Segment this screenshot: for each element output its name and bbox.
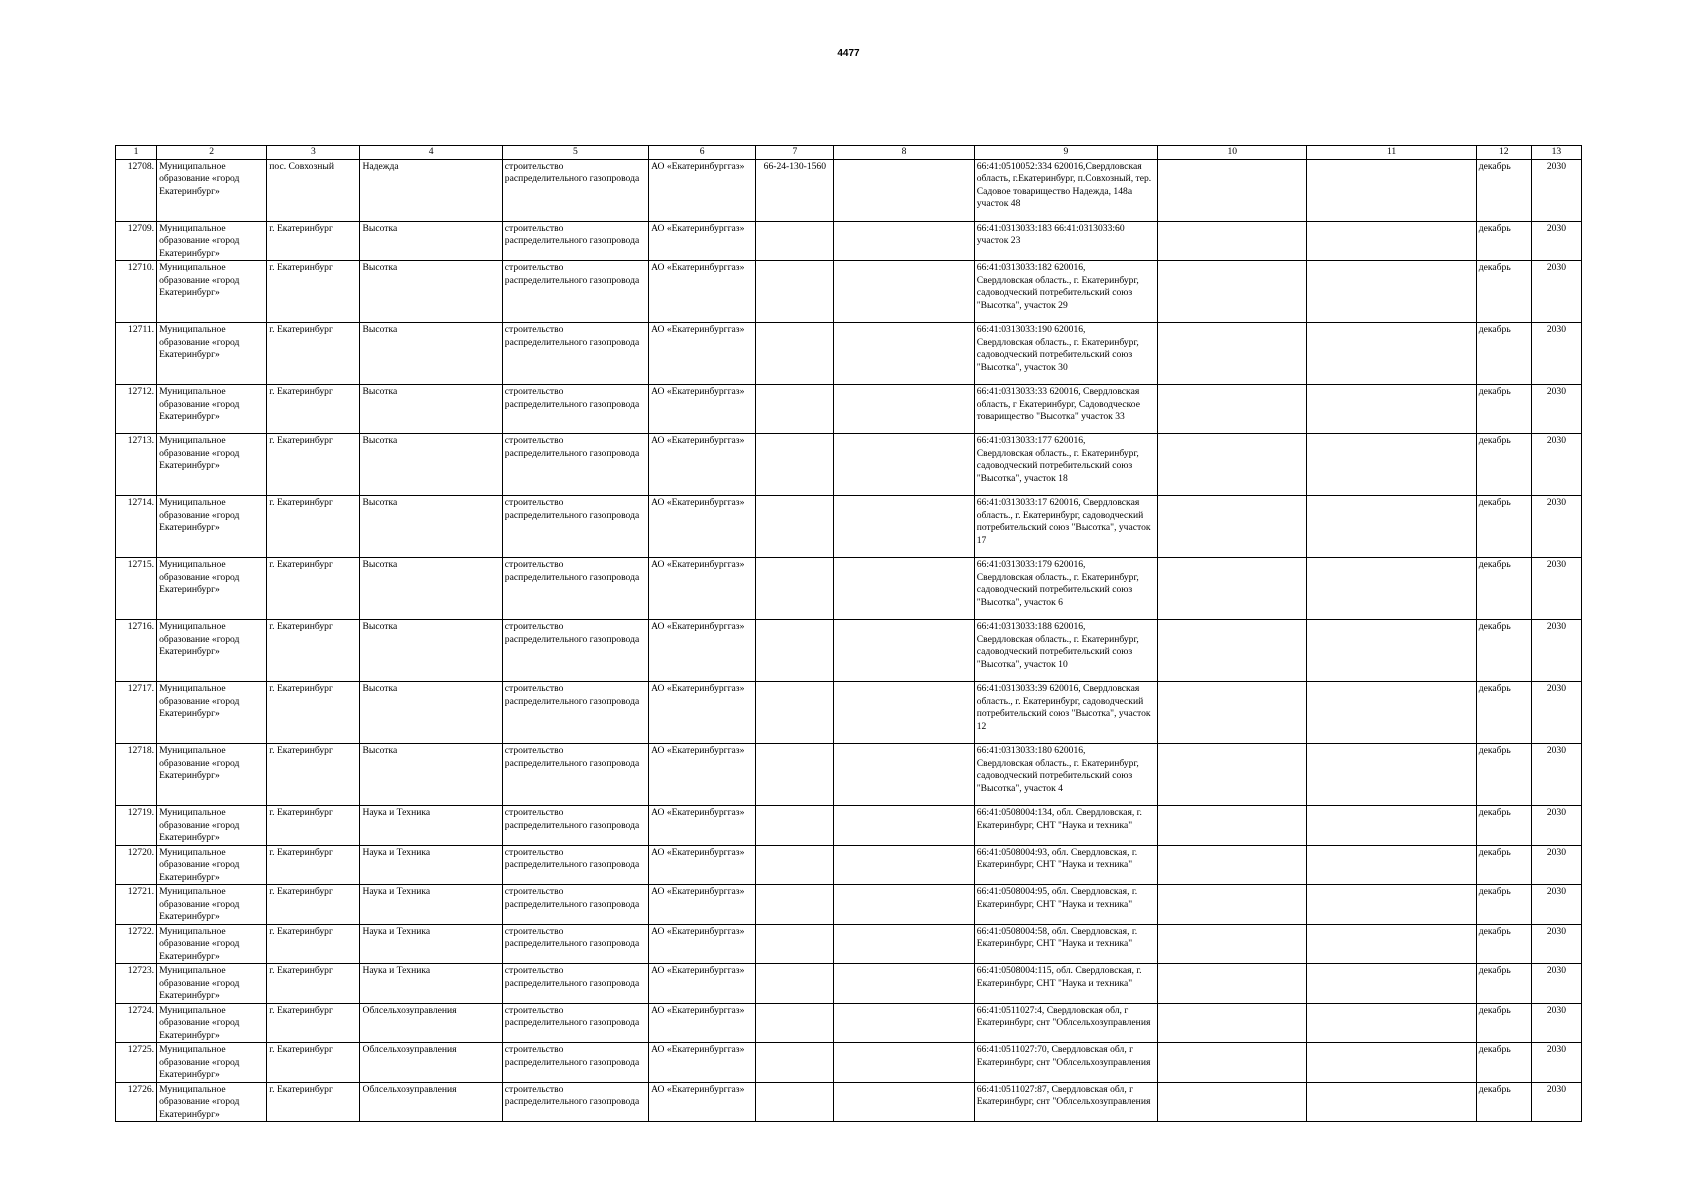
cell-num: 12713.	[116, 434, 157, 496]
cell-place: г. Екатеринбург	[267, 1082, 360, 1122]
column-number-row	[116, 146, 1582, 160]
cell-c8	[834, 620, 974, 682]
cell-object: Наука и Техника	[360, 845, 502, 885]
cell-c10	[1158, 885, 1307, 925]
cell-object: Наука и Техника	[360, 924, 502, 964]
cell-org: АО «Екатеринбурггаз»	[649, 744, 756, 806]
cell-org: АО «Екатеринбурггаз»	[649, 385, 756, 434]
cell-addr: 66:41:0313033:39 620016, Свердловская область., г. Екатеринбург, садоводческий потребительский союз "Высотка", участок 12	[974, 682, 1157, 744]
cell-c10	[1158, 964, 1307, 1004]
cell-work: строительство распределительного газопровода	[502, 806, 648, 846]
cell-year: 2030	[1531, 744, 1581, 806]
cell-org: АО «Екатеринбурггаз»	[649, 924, 756, 964]
register-table	[115, 145, 1582, 1122]
cell-object: Наука и Техника	[360, 964, 502, 1004]
cell-c10	[1158, 620, 1307, 682]
cell-month: декабрь	[1476, 964, 1531, 1004]
column-header: 7	[756, 146, 834, 160]
cell-place: г. Екатеринбург	[267, 558, 360, 620]
cell-mo: Муниципальное образование «город Екатеринбург»	[157, 385, 267, 434]
cell-org: АО «Екатеринбурггаз»	[649, 261, 756, 323]
cell-num: 12716.	[116, 620, 157, 682]
cell-addr: 66:41:0511027:70, Свердловская обл, г Екатеринбург, снт "Облсельхозуправления	[974, 1043, 1157, 1083]
cell-code	[756, 682, 834, 744]
cell-org: АО «Екатеринбурггаз»	[649, 159, 756, 221]
cell-mo: Муниципальное образование «город Екатеринбург»	[157, 682, 267, 744]
cell-c11	[1307, 159, 1476, 221]
cell-c10	[1158, 682, 1307, 744]
cell-object: Высотка	[360, 385, 502, 434]
cell-c10	[1158, 434, 1307, 496]
cell-mo: Муниципальное образование «город Екатеринбург»	[157, 221, 267, 261]
cell-code	[756, 434, 834, 496]
cell-org: АО «Екатеринбурггаз»	[649, 558, 756, 620]
cell-work: строительство распределительного газопровода	[502, 964, 648, 1004]
cell-addr: 66:41:0511027:4, Свердловская обл, г Екатеринбург, снт "Облсельхозуправления	[974, 1003, 1157, 1043]
cell-code	[756, 385, 834, 434]
cell-code	[756, 885, 834, 925]
cell-addr: 66:41:0313033:188 620016, Свердловская область., г. Екатеринбург, садоводческий потребительский союз "Высотка", участок 10	[974, 620, 1157, 682]
cell-year: 2030	[1531, 434, 1581, 496]
cell-month: декабрь	[1476, 434, 1531, 496]
cell-work: строительство распределительного газопровода	[502, 1043, 648, 1083]
cell-num: 12708.	[116, 159, 157, 221]
cell-year: 2030	[1531, 261, 1581, 323]
column-header: 13	[1531, 146, 1581, 160]
cell-num: 12711.	[116, 323, 157, 385]
cell-c8	[834, 845, 974, 885]
table-row	[116, 1003, 1582, 1043]
cell-org: АО «Екатеринбурггаз»	[649, 323, 756, 385]
cell-month: декабрь	[1476, 682, 1531, 744]
cell-c10	[1158, 744, 1307, 806]
cell-mo: Муниципальное образование «город Екатеринбург»	[157, 434, 267, 496]
cell-c8	[834, 261, 974, 323]
cell-org: АО «Екатеринбурггаз»	[649, 806, 756, 846]
cell-c8	[834, 1082, 974, 1122]
cell-mo: Муниципальное образование «город Екатеринбург»	[157, 1082, 267, 1122]
cell-addr: 66:41:0313033:177 620016, Свердловская область., г. Екатеринбург, садоводческий потребительский союз "Высотка", участок 18	[974, 434, 1157, 496]
cell-year: 2030	[1531, 1043, 1581, 1083]
cell-place: г. Екатеринбург	[267, 1003, 360, 1043]
cell-c11	[1307, 885, 1476, 925]
cell-code: 66-24-130-1560	[756, 159, 834, 221]
cell-c11	[1307, 924, 1476, 964]
table-row	[116, 496, 1582, 558]
cell-work: строительство распределительного газопровода	[502, 261, 648, 323]
cell-c11	[1307, 845, 1476, 885]
cell-month: декабрь	[1476, 744, 1531, 806]
cell-num: 12720.	[116, 845, 157, 885]
cell-code	[756, 496, 834, 558]
column-header: 2	[157, 146, 267, 160]
cell-c10	[1158, 323, 1307, 385]
cell-c8	[834, 159, 974, 221]
cell-code	[756, 261, 834, 323]
cell-num: 12709.	[116, 221, 157, 261]
table-row	[116, 434, 1582, 496]
cell-c8	[834, 434, 974, 496]
table-row	[116, 845, 1582, 885]
cell-addr: 66:41:0508004:134, обл. Свердловская, г. Екатеринбург, СНТ "Наука и техника"	[974, 806, 1157, 846]
cell-c8	[834, 1003, 974, 1043]
cell-year: 2030	[1531, 1082, 1581, 1122]
table-row	[116, 964, 1582, 1004]
cell-place: г. Екатеринбург	[267, 682, 360, 744]
column-header: 1	[116, 146, 157, 160]
cell-org: АО «Екатеринбурггаз»	[649, 1082, 756, 1122]
table-row	[116, 1043, 1582, 1083]
cell-place: г. Екатеринбург	[267, 924, 360, 964]
cell-c11	[1307, 682, 1476, 744]
cell-c10	[1158, 1043, 1307, 1083]
cell-work: строительство распределительного газопровода	[502, 924, 648, 964]
cell-month: декабрь	[1476, 620, 1531, 682]
cell-code	[756, 1043, 834, 1083]
cell-c10	[1158, 1003, 1307, 1043]
cell-addr: 66:41:0313033:182 620016, Свердловская область., г. Екатеринбург, садоводческий потребительский союз "Высотка", участок 29	[974, 261, 1157, 323]
table-row	[116, 1082, 1582, 1122]
cell-work: строительство распределительного газопровода	[502, 744, 648, 806]
table-row	[116, 221, 1582, 261]
cell-c11	[1307, 261, 1476, 323]
cell-code	[756, 221, 834, 261]
cell-work: строительство распределительного газопровода	[502, 682, 648, 744]
cell-code	[756, 323, 834, 385]
cell-mo: Муниципальное образование «город Екатеринбург»	[157, 885, 267, 925]
cell-c11	[1307, 1003, 1476, 1043]
cell-c8	[834, 496, 974, 558]
cell-place: пос. Совхозный	[267, 159, 360, 221]
cell-c11	[1307, 558, 1476, 620]
cell-year: 2030	[1531, 496, 1581, 558]
cell-c8	[834, 682, 974, 744]
cell-c11	[1307, 1082, 1476, 1122]
cell-year: 2030	[1531, 806, 1581, 846]
cell-mo: Муниципальное образование «город Екатеринбург»	[157, 845, 267, 885]
cell-code	[756, 620, 834, 682]
column-header: 6	[649, 146, 756, 160]
cell-month: декабрь	[1476, 845, 1531, 885]
cell-num: 12724.	[116, 1003, 157, 1043]
cell-mo: Муниципальное образование «город Екатеринбург»	[157, 620, 267, 682]
cell-object: Высотка	[360, 221, 502, 261]
cell-c10	[1158, 385, 1307, 434]
cell-month: декабрь	[1476, 1043, 1531, 1083]
cell-object: Высотка	[360, 434, 502, 496]
cell-c10	[1158, 1082, 1307, 1122]
cell-num: 12726.	[116, 1082, 157, 1122]
column-header: 9	[974, 146, 1157, 160]
cell-object: Надежда	[360, 159, 502, 221]
cell-c11	[1307, 964, 1476, 1004]
cell-work: строительство распределительного газопровода	[502, 558, 648, 620]
cell-c8	[834, 221, 974, 261]
cell-num: 12714.	[116, 496, 157, 558]
cell-object: Высотка	[360, 682, 502, 744]
cell-mo: Муниципальное образование «город Екатеринбург»	[157, 261, 267, 323]
table-row	[116, 744, 1582, 806]
cell-work: строительство распределительного газопровода	[502, 159, 648, 221]
cell-addr: 66:41:0313033:183 66:41:0313033:60 участок 23	[974, 221, 1157, 261]
cell-addr: 66:41:0508004:58, обл. Свердловская, г. Екатеринбург, СНТ "Наука и техника"	[974, 924, 1157, 964]
cell-code	[756, 845, 834, 885]
column-header: 4	[360, 146, 502, 160]
cell-mo: Муниципальное образование «город Екатеринбург»	[157, 964, 267, 1004]
cell-place: г. Екатеринбург	[267, 744, 360, 806]
cell-mo: Муниципальное образование «город Екатеринбург»	[157, 744, 267, 806]
cell-month: декабрь	[1476, 323, 1531, 385]
cell-c8	[834, 558, 974, 620]
cell-code	[756, 1003, 834, 1043]
cell-c8	[834, 744, 974, 806]
cell-org: АО «Екатеринбурггаз»	[649, 221, 756, 261]
cell-c10	[1158, 221, 1307, 261]
cell-c11	[1307, 434, 1476, 496]
cell-addr: 66:41:0313033:180 620016, Свердловская область., г. Екатеринбург, садоводческий потребительский союз "Высотка", участок 4	[974, 744, 1157, 806]
cell-org: АО «Екатеринбурггаз»	[649, 845, 756, 885]
cell-place: г. Екатеринбург	[267, 964, 360, 1004]
cell-place: г. Екатеринбург	[267, 323, 360, 385]
cell-place: г. Екатеринбург	[267, 496, 360, 558]
cell-object: Облсельхозуправления	[360, 1043, 502, 1083]
cell-object: Наука и Техника	[360, 885, 502, 925]
cell-c8	[834, 323, 974, 385]
table-row	[116, 261, 1582, 323]
cell-c10	[1158, 558, 1307, 620]
table-row	[116, 682, 1582, 744]
cell-year: 2030	[1531, 924, 1581, 964]
page-number: 4477	[837, 48, 860, 59]
cell-c8	[834, 924, 974, 964]
cell-addr: 66:41:0508004:115, обл. Свердловская, г. Екатеринбург, СНТ "Наука и техника"	[974, 964, 1157, 1004]
cell-work: строительство распределительного газопровода	[502, 620, 648, 682]
cell-c11	[1307, 496, 1476, 558]
cell-c10	[1158, 159, 1307, 221]
cell-c11	[1307, 806, 1476, 846]
cell-month: декабрь	[1476, 221, 1531, 261]
cell-month: декабрь	[1476, 1082, 1531, 1122]
cell-c8	[834, 806, 974, 846]
cell-code	[756, 964, 834, 1004]
cell-c8	[834, 964, 974, 1004]
table-row	[116, 558, 1582, 620]
cell-c8	[834, 385, 974, 434]
cell-object: Высотка	[360, 323, 502, 385]
cell-addr: 66:41:0313033:179 620016, Свердловская область., г. Екатеринбург, садоводческий потребительский союз "Высотка", участок 6	[974, 558, 1157, 620]
cell-mo: Муниципальное образование «город Екатеринбург»	[157, 1003, 267, 1043]
cell-mo: Муниципальное образование «город Екатеринбург»	[157, 924, 267, 964]
cell-object: Облсельхозуправления	[360, 1003, 502, 1043]
cell-place: г. Екатеринбург	[267, 885, 360, 925]
cell-month: декабрь	[1476, 558, 1531, 620]
cell-mo: Муниципальное образование «город Екатеринбург»	[157, 806, 267, 846]
table-row	[116, 385, 1582, 434]
cell-object: Высотка	[360, 620, 502, 682]
cell-work: строительство распределительного газопровода	[502, 323, 648, 385]
cell-month: декабрь	[1476, 261, 1531, 323]
cell-num: 12725.	[116, 1043, 157, 1083]
cell-place: г. Екатеринбург	[267, 620, 360, 682]
cell-num: 12722.	[116, 924, 157, 964]
cell-num: 12719.	[116, 806, 157, 846]
table-body	[116, 159, 1582, 1122]
cell-num: 12712.	[116, 385, 157, 434]
table-row	[116, 806, 1582, 846]
cell-place: г. Екатеринбург	[267, 1043, 360, 1083]
cell-c8	[834, 1043, 974, 1083]
cell-object: Наука и Техника	[360, 806, 502, 846]
cell-year: 2030	[1531, 964, 1581, 1004]
cell-c10	[1158, 806, 1307, 846]
cell-work: строительство распределительного газопровода	[502, 885, 648, 925]
cell-year: 2030	[1531, 682, 1581, 744]
cell-code	[756, 924, 834, 964]
cell-org: АО «Екатеринбурггаз»	[649, 964, 756, 1004]
cell-place: г. Екатеринбург	[267, 434, 360, 496]
cell-c10	[1158, 496, 1307, 558]
cell-object: Облсельхозуправления	[360, 1082, 502, 1122]
cell-month: декабрь	[1476, 806, 1531, 846]
table-row	[116, 924, 1582, 964]
cell-addr: 66:41:0510052:334 620016,Свердловская область, г.Екатеринбург, п.Совхозный, тер. Садовое товарищество Надежда, 148а участок 48	[974, 159, 1157, 221]
column-header: 10	[1158, 146, 1307, 160]
cell-mo: Муниципальное образование «город Екатеринбург»	[157, 323, 267, 385]
table-row	[116, 323, 1582, 385]
cell-num: 12718.	[116, 744, 157, 806]
cell-org: АО «Екатеринбурггаз»	[649, 885, 756, 925]
cell-mo: Муниципальное образование «город Екатеринбург»	[157, 496, 267, 558]
cell-c11	[1307, 744, 1476, 806]
cell-work: строительство распределительного газопровода	[502, 385, 648, 434]
column-header: 3	[267, 146, 360, 160]
cell-org: АО «Екатеринбурггаз»	[649, 682, 756, 744]
cell-work: строительство распределительного газопровода	[502, 1082, 648, 1122]
cell-num: 12715.	[116, 558, 157, 620]
cell-object: Высотка	[360, 558, 502, 620]
cell-work: строительство распределительного газопровода	[502, 434, 648, 496]
cell-year: 2030	[1531, 159, 1581, 221]
cell-num: 12710.	[116, 261, 157, 323]
cell-c11	[1307, 385, 1476, 434]
cell-month: декабрь	[1476, 496, 1531, 558]
cell-place: г. Екатеринбург	[267, 806, 360, 846]
column-header: 5	[502, 146, 648, 160]
cell-org: АО «Екатеринбурггаз»	[649, 496, 756, 558]
cell-num: 12717.	[116, 682, 157, 744]
cell-work: строительство распределительного газопровода	[502, 1003, 648, 1043]
cell-work: строительство распределительного газопровода	[502, 496, 648, 558]
cell-month: декабрь	[1476, 159, 1531, 221]
cell-addr: 66:41:0508004:93, обл. Свердловская, г. Екатеринбург, СНТ "Наука и техника"	[974, 845, 1157, 885]
cell-year: 2030	[1531, 558, 1581, 620]
cell-year: 2030	[1531, 385, 1581, 434]
cell-month: декабрь	[1476, 1003, 1531, 1043]
cell-addr: 66:41:0511027:87, Свердловская обл, г Екатеринбург, снт "Облсельхозуправления	[974, 1082, 1157, 1122]
table-row	[116, 885, 1582, 925]
cell-mo: Муниципальное образование «город Екатеринбург»	[157, 159, 267, 221]
cell-code	[756, 744, 834, 806]
cell-c8	[834, 885, 974, 925]
cell-code	[756, 558, 834, 620]
cell-mo: Муниципальное образование «город Екатеринбург»	[157, 1043, 267, 1083]
cell-place: г. Екатеринбург	[267, 261, 360, 323]
cell-c11	[1307, 323, 1476, 385]
cell-code	[756, 1082, 834, 1122]
column-header: 8	[834, 146, 974, 160]
table-row	[116, 620, 1582, 682]
cell-code	[756, 806, 834, 846]
cell-month: декабрь	[1476, 385, 1531, 434]
cell-place: г. Екатеринбург	[267, 845, 360, 885]
cell-org: АО «Екатеринбурггаз»	[649, 620, 756, 682]
cell-year: 2030	[1531, 1003, 1581, 1043]
cell-year: 2030	[1531, 620, 1581, 682]
cell-place: г. Екатеринбург	[267, 221, 360, 261]
cell-c11	[1307, 221, 1476, 261]
column-header: 11	[1307, 146, 1476, 160]
cell-object: Высотка	[360, 496, 502, 558]
cell-org: АО «Екатеринбурггаз»	[649, 1003, 756, 1043]
cell-c10	[1158, 261, 1307, 323]
cell-year: 2030	[1531, 221, 1581, 261]
cell-year: 2030	[1531, 845, 1581, 885]
cell-addr: 66:41:0508004:95, обл. Свердловская, г. Екатеринбург, СНТ "Наука и техника"	[974, 885, 1157, 925]
cell-month: декабрь	[1476, 885, 1531, 925]
cell-addr: 66:41:0313033:33 620016, Свердловская область, г Екатеринбург, Садоводческое товарищество "Высотка" участок 33	[974, 385, 1157, 434]
cell-year: 2030	[1531, 323, 1581, 385]
cell-mo: Муниципальное образование «город Екатеринбург»	[157, 558, 267, 620]
cell-addr: 66:41:0313033:17 620016, Свердловская область., г. Екатеринбург, садоводческий потребительский союз "Высотка", участок 17	[974, 496, 1157, 558]
cell-month: декабрь	[1476, 924, 1531, 964]
column-header: 12	[1476, 146, 1531, 160]
cell-object: Высотка	[360, 744, 502, 806]
cell-work: строительство распределительного газопровода	[502, 845, 648, 885]
cell-c11	[1307, 620, 1476, 682]
cell-year: 2030	[1531, 885, 1581, 925]
table-row	[116, 159, 1582, 221]
cell-work: строительство распределительного газопровода	[502, 221, 648, 261]
cell-num: 12721.	[116, 885, 157, 925]
cell-org: АО «Екатеринбурггаз»	[649, 434, 756, 496]
cell-c10	[1158, 845, 1307, 885]
cell-addr: 66:41:0313033:190 620016, Свердловская область., г. Екатеринбург, садоводческий потребительский союз "Высотка", участок 30	[974, 323, 1157, 385]
cell-object: Высотка	[360, 261, 502, 323]
cell-num: 12723.	[116, 964, 157, 1004]
cell-place: г. Екатеринбург	[267, 385, 360, 434]
cell-c11	[1307, 1043, 1476, 1083]
cell-c10	[1158, 924, 1307, 964]
cell-org: АО «Екатеринбурггаз»	[649, 1043, 756, 1083]
